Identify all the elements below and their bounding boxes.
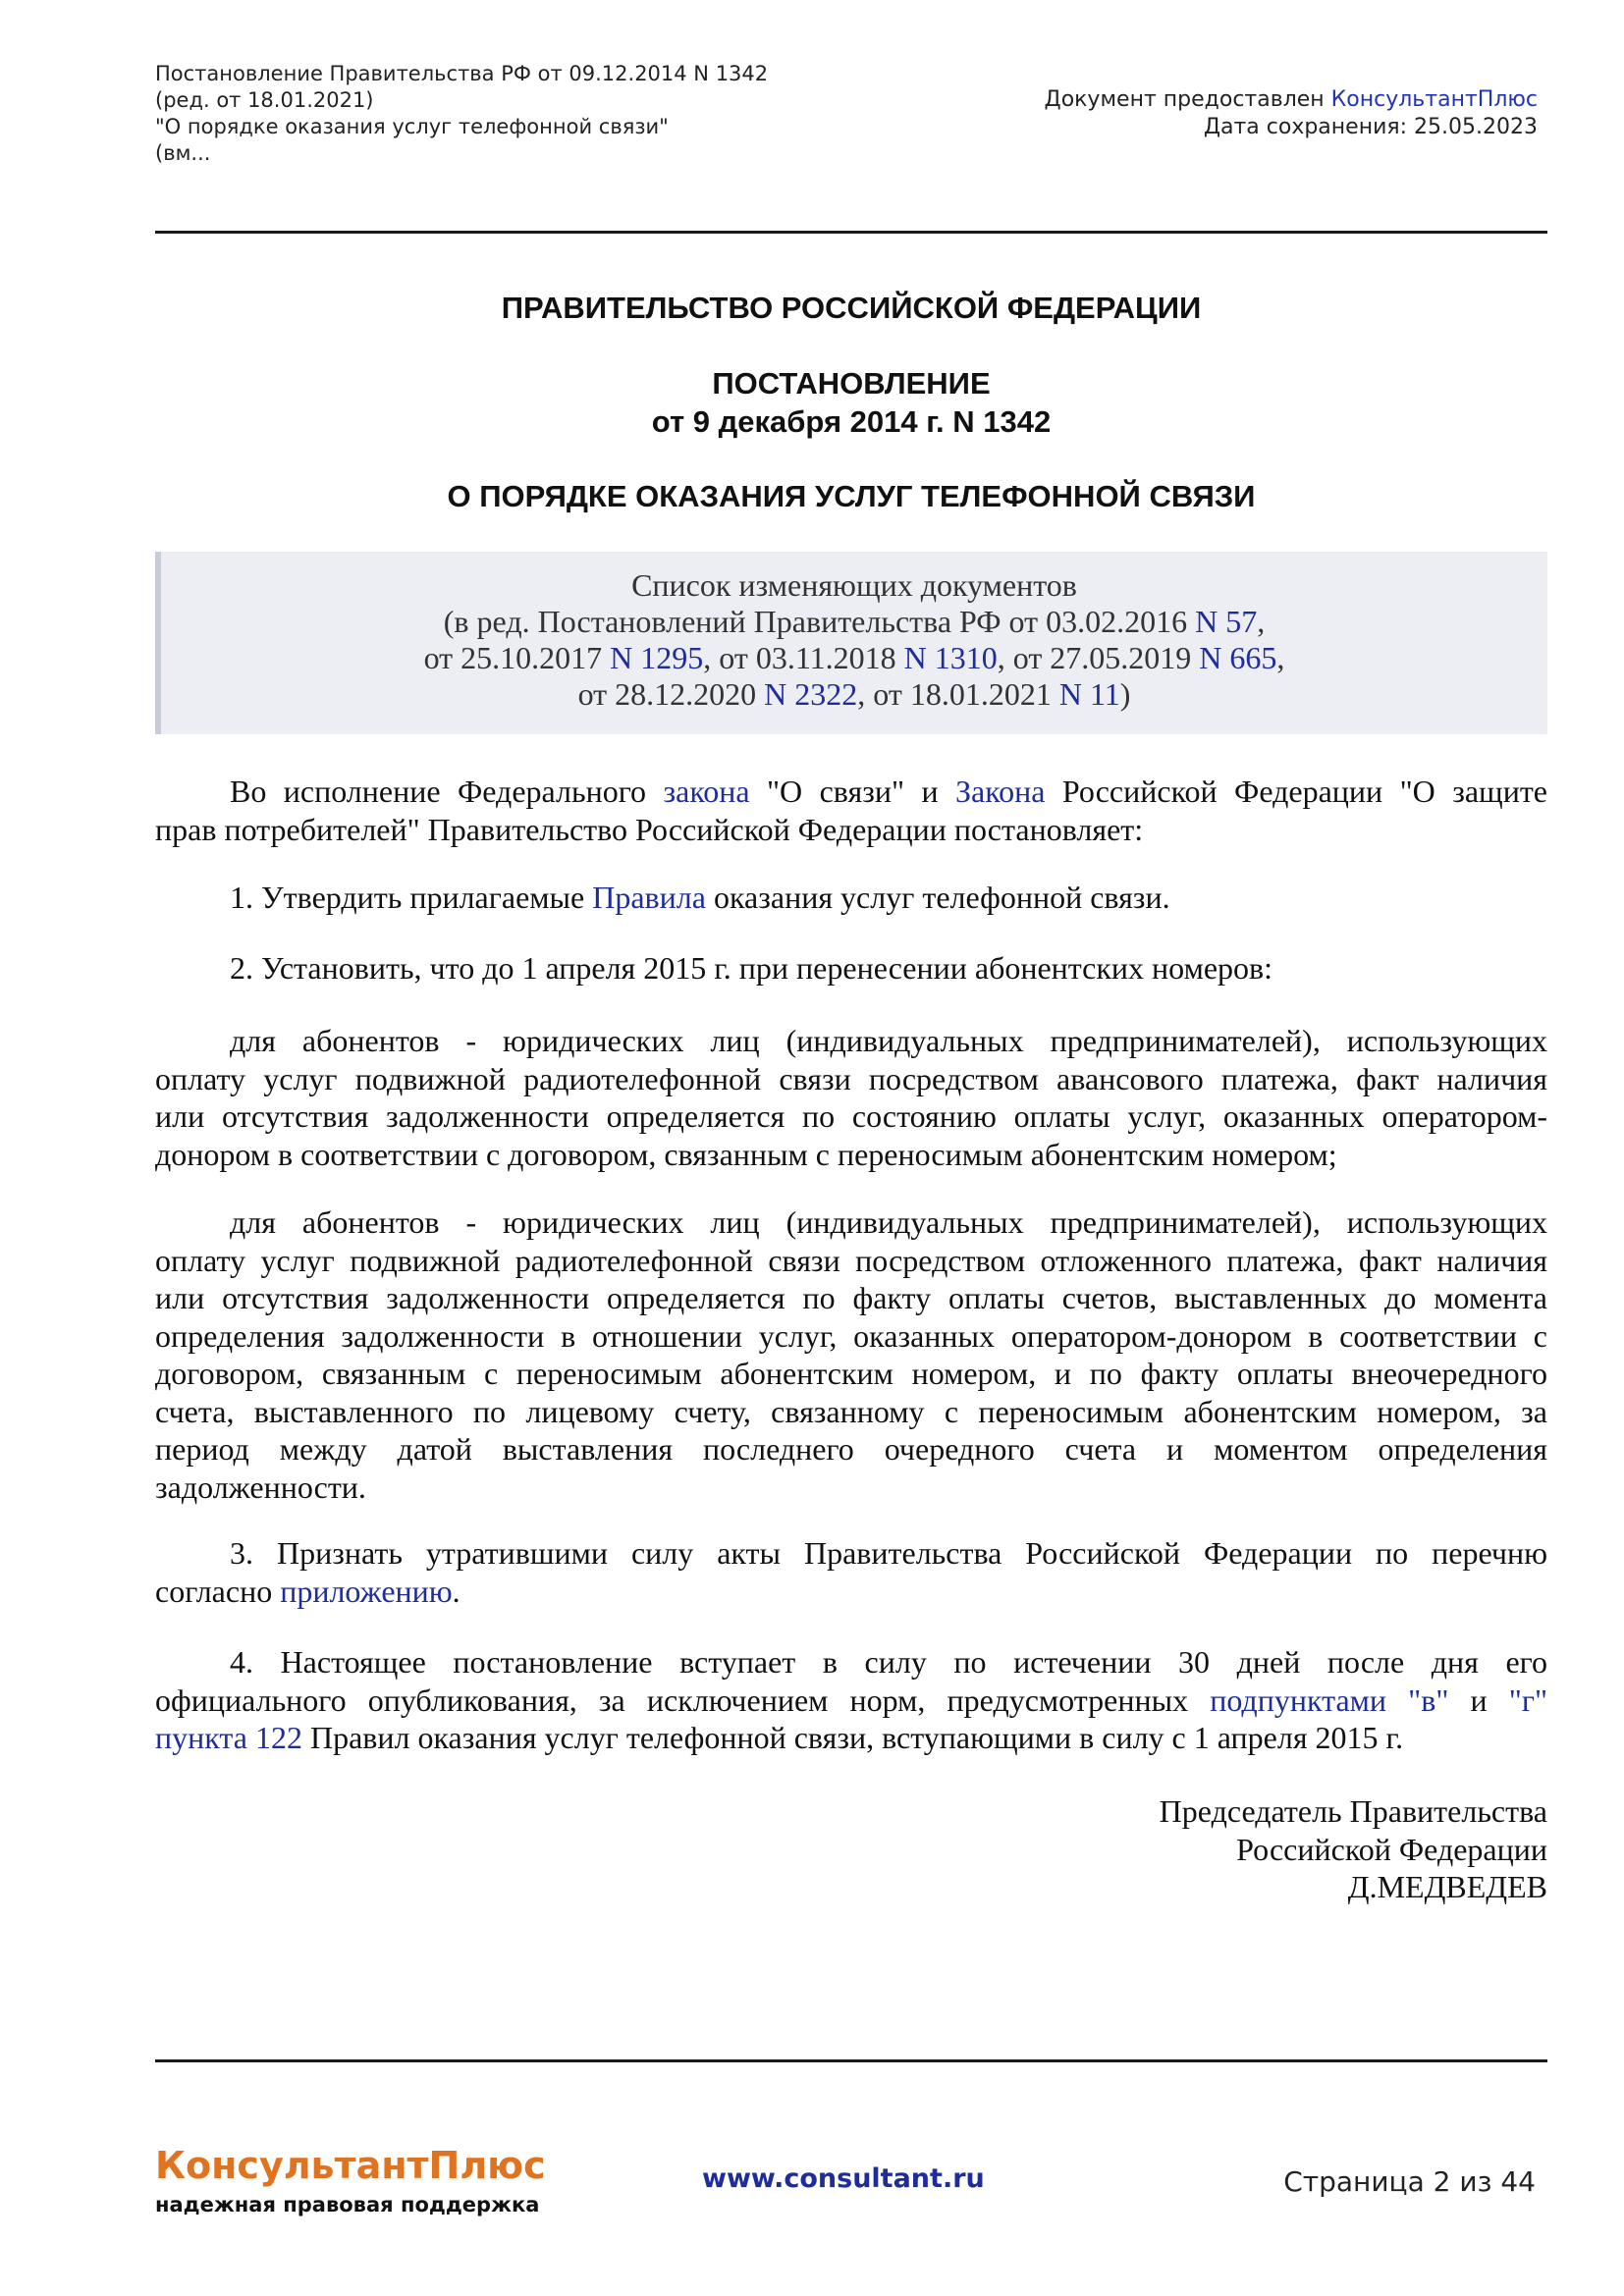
text-line: донором в соответствии с договором, связанным с переносимым абонентским номером; [155,1136,1337,1172]
subparagraph-v-link[interactable]: подпунктами "в" [1210,1682,1449,1718]
rules-link[interactable]: Правила [592,880,706,915]
header-doc-name: "О порядке оказания услуг телефонной связи" [155,115,669,138]
amendment-link-1310[interactable]: N 1310 [903,640,998,675]
item-4 [155,1643,1547,1757]
amendments-text: , от 03.11.2018 [703,640,904,675]
item-4-text: официального опубликования, за исключением норм, предусмотренных [155,1682,1211,1718]
amendments-text: , от 18.01.2021 [857,676,1059,712]
consultant-logo: КонсультантПлюс [155,2144,546,2187]
text-line: определения задолженности в отношении услуг, оказанных оператором-донором в соответствии с [155,1317,1547,1354]
amendment-link-2322[interactable]: N 2322 [764,676,858,712]
text-line: договором, связанным с переносимым абонентским номером, и по факту оплаты внеочередного [155,1356,1547,1391]
signatory-position: Председатель Правительства [1159,1793,1547,1829]
item-3 [155,1534,1547,1610]
item-1-text: оказания услуг телефонной связи. [705,880,1170,915]
issuing-authority: ПРАВИТЕЛЬСТВО РОССИЙСКОЙ ФЕДЕРАЦИИ [501,291,1202,325]
preamble-text: Российской Федерации "О защите [1045,774,1548,809]
law-link-communications[interactable]: закона [663,774,750,809]
header-doc-edition: (ред. от 18.01.2021) [155,88,374,112]
text-line: период между датой выставления последнего очередного счета и моментом определения [155,1431,1547,1467]
item-2-paragraph-1 [155,1022,1547,1173]
amendments-box [155,552,1547,734]
amendments-text: , от 27.05.2019 [997,640,1200,675]
amendments-text: от 28.12.2020 [577,676,765,712]
saved-date: Дата сохранения: 25.05.2023 [1203,115,1538,139]
subparagraph-g-link[interactable]: "г" [1508,1682,1548,1718]
website-link[interactable]: www.consultant.ru [702,2163,985,2194]
header-divider [155,231,1547,234]
text-line: счета, выставленного по лицевому счету, связанному с переносимым абонентским номером, за [155,1393,1547,1429]
text-line: оплату услуг подвижной радиотелефонной связи посредством авансового платежа, факт наличия [155,1060,1547,1096]
preamble-text: Во исполнение Федерального [230,774,664,809]
item-2-text: 2. Установить, что до 1 апреля 2015 г. при перенесении абонентских номеров: [230,950,1273,986]
text-line: 4. Настоящее постановление вступает в силу по истечении 30 дней после дня его [230,1644,1547,1680]
text-line: или отсутствия задолженности определяется по факту оплаты счетов, выставленных до момента [155,1280,1547,1315]
amendments-text: , [1257,604,1266,639]
header-doc-title: Постановление Правительства РФ от 09.12.2014 N 1342 [155,62,769,85]
text-line: для абонентов - юридических лиц (индивидуальных предпринимателей), использующих [230,1023,1547,1058]
item-4-text: Правил оказания услуг телефонной связи, вступающими в силу с 1 апреля 2015 г. [301,1720,1404,1755]
item-2-paragraph-2 [155,1203,1547,1506]
signature-block [1160,1792,1547,1906]
signatory-organization: Российской Федерации [1236,1831,1547,1867]
footer-divider [155,2059,1547,2062]
provider-brand-link[interactable]: КонсультантПлюс [1330,87,1538,112]
preamble-line2: прав потребителей" Правительство Российской Федерации постановляет: [155,811,1144,847]
header-doc-more: (вм... [155,141,211,165]
text-line: оплату услуг подвижной радиотелефонной связи посредством отложенного платежа, факт наличия [155,1242,1547,1278]
item-1-text: 1. Утвердить прилагаемые [230,880,593,915]
text-line: или отсутствия задолженности определяется по состоянию оплаты услуг, оказанных оператором- [155,1098,1547,1134]
document-title: О ПОРЯДКЕ ОКАЗАНИЯ УСЛУГ ТЕЛЕФОННОЙ СВЯЗИ [447,479,1256,513]
document-provider-info [1045,86,1539,141]
item-1 [155,879,1547,917]
signatory-name: Д.МЕДВЕДЕВ [1347,1869,1547,1904]
amendments-text: (в ред. Постановлений Правительства РФ от 03.02.2016 [443,604,1196,639]
document-date-number: от 9 декабря 2014 г. N 1342 [651,404,1052,439]
amendment-link-57[interactable]: N 57 [1195,604,1258,639]
clause-122-link[interactable]: пункта 122 [155,1720,302,1755]
document-header-info [155,61,842,167]
item-3-text: . [452,1573,460,1609]
amendments-text: , [1276,640,1285,675]
preamble [155,773,1547,848]
law-link-consumer-rights[interactable]: Закона [955,774,1046,809]
amendments-text: от 25.10.2017 [423,640,611,675]
amendment-link-665[interactable]: N 665 [1199,640,1277,675]
amendments-heading: Список изменяющих документов [631,567,1077,603]
document-type: ПОСТАНОВЛЕНИЕ [712,366,991,400]
consultant-tagline: надежная правовая поддержка [155,2193,540,2216]
amendments-text: ) [1119,676,1131,712]
provided-by-label: Документ предоставлен [1044,87,1331,112]
item-4-text: и [1448,1682,1509,1718]
page-number: Страница 2 из 44 [1283,2165,1536,2198]
text-line: задолженности. [155,1468,366,1505]
item-2 [155,949,1547,988]
amendment-link-1295[interactable]: N 1295 [610,640,704,675]
amendment-link-11[interactable]: N 11 [1058,676,1120,712]
text-line: для абонентов - юридических лиц (индивидуальных предпринимателей), использующих [230,1204,1547,1240]
appendix-link[interactable]: приложению [280,1573,453,1609]
preamble-text: "О связи" и [749,774,956,809]
text-line: 3. Признать утратившими силу акты Правительства Российской Федерации по перечню [230,1535,1547,1571]
item-3-text: согласно [155,1573,281,1609]
